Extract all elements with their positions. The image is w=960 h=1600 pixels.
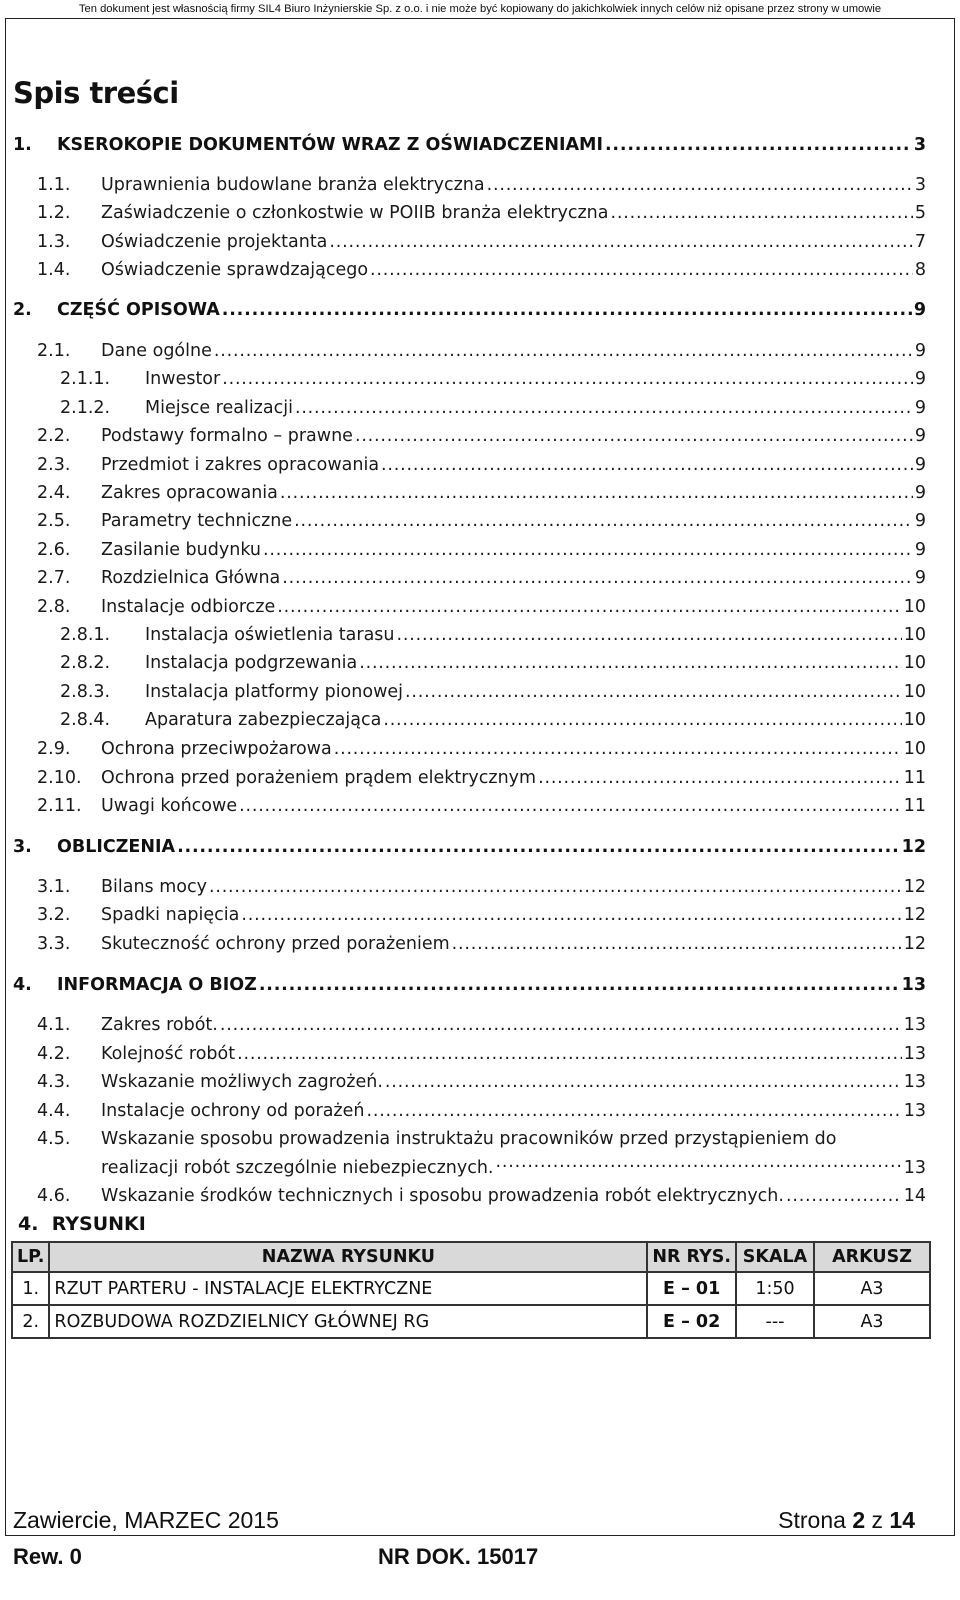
toc-entry-title: KSEROKOPIE DOKUMENTÓW WRAZ Z OŚWIADCZENIAMI: [57, 135, 603, 155]
toc-dot-leader: [222, 368, 913, 390]
toc-dot-leader: [334, 738, 902, 760]
toc-dot-leader: [381, 454, 913, 476]
toc-entry-title: Uprawnienia budowlane branża elektryczna: [101, 175, 485, 195]
toc-dot-leader: [786, 1185, 902, 1207]
toc-dot-leader: [220, 1014, 902, 1036]
toc-entry-page: 10: [903, 739, 926, 759]
toc-entry[interactable]: [37, 451, 926, 479]
footer-doc-number: NR DOK. 15017: [378, 1544, 539, 1569]
cell-number: E – 01: [647, 1272, 736, 1305]
toc-entry[interactable]: [37, 764, 926, 792]
toc-entry-page: 9: [913, 300, 926, 320]
toc-entry-page: 3: [913, 135, 926, 155]
toc-entry[interactable]: [37, 1040, 926, 1068]
footer-revision: Rew. 0: [13, 1544, 82, 1569]
toc-entry-number: 2.1.1.: [60, 369, 111, 389]
toc-entry-title: Aparatura zabezpieczająca: [145, 710, 382, 730]
toc-entry-number: 1.3.: [37, 232, 71, 252]
ownership-notice: Ten dokument jest własnością firmy SIL4 Biuro Inżynierskie Sp. z o.o. i nie może być kopiowany do jakichkolwiek innych celów niż opisane przez strony w umowie: [78, 3, 882, 15]
toc-entry-page: 12: [901, 837, 926, 857]
toc-dot-leader: [214, 340, 913, 362]
toc-entry-title: Inwestor: [145, 369, 221, 389]
toc-entry-page: 12: [903, 877, 926, 897]
footer-page-current: 2: [852, 1507, 866, 1533]
toc-entry-title: Zakres robót.: [101, 1015, 218, 1035]
toc-entry-page: 13: [903, 1044, 926, 1064]
toc-entry-number: 4.2.: [37, 1044, 71, 1064]
toc-entry-title: Zakres opracowania: [101, 483, 278, 503]
toc-entry-title-continued: realizacji robót szczególnie niebezpiecznych.: [101, 1158, 494, 1178]
toc-dot-leader: [452, 933, 902, 955]
cell-name: RZUT PARTERU - INSTALACJE ELEKTRYCZNE: [49, 1272, 647, 1305]
toc-title: Spis treści: [13, 76, 179, 110]
toc-entry-title: INFORMACJA O BIOZ: [57, 975, 257, 995]
toc-dot-leader: [280, 482, 913, 504]
toc-entry[interactable]: [37, 507, 926, 535]
toc-entry[interactable]: [13, 971, 926, 999]
toc-entry[interactable]: [37, 735, 926, 763]
toc-entry-page: 10: [903, 653, 926, 673]
toc-dot-leader: [487, 174, 913, 196]
toc-dot-leader: [496, 1151, 902, 1173]
column-header-lp: LP.: [12, 1242, 49, 1272]
toc-entry-title: Parametry techniczne: [101, 511, 293, 531]
drawings-heading: [18, 1213, 146, 1235]
toc-dot-leader: [239, 795, 902, 817]
toc-entry-number: 2.: [13, 300, 32, 320]
toc-entry[interactable]: [13, 131, 926, 159]
toc-entry[interactable]: [37, 901, 926, 929]
toc-entry[interactable]: [60, 621, 926, 649]
toc-entry-page: 11: [903, 768, 926, 788]
drawings-heading-number: 4.: [18, 1213, 39, 1235]
drawings-table: [11, 1241, 931, 1339]
toc-entry-number: 1.: [13, 135, 32, 155]
toc-entry[interactable]: [37, 873, 926, 901]
toc-dot-leader: [329, 231, 912, 253]
toc-dot-leader: [282, 567, 913, 589]
toc-entry-title: Wskazanie sposobu prowadzenia instruktażu pracowników przed przystąpieniem do: [101, 1129, 837, 1149]
toc-entry[interactable]: [60, 649, 926, 677]
toc-dot-leader: [177, 836, 900, 858]
toc-entry-page: 11: [903, 796, 926, 816]
drawings-table-header: [12, 1242, 930, 1272]
column-header-name: NAZWA RYSUNKU: [49, 1242, 647, 1272]
column-header-number: NR RYS.: [647, 1242, 736, 1272]
toc-entry-line: [37, 1154, 926, 1182]
cell-scale: 1:50: [736, 1272, 814, 1305]
footer-page-total: 14: [889, 1507, 915, 1533]
toc-entry-title: Instalacje odbiorcze: [101, 597, 276, 617]
toc-entry[interactable]: [37, 228, 926, 256]
toc-entry-title: Instalacje ochrony od porażeń: [101, 1101, 365, 1121]
toc-entry-title: OBLICZENIA: [57, 837, 176, 857]
toc-entry-number: 1.4.: [37, 260, 71, 280]
toc-entry-title: Spadki napięcia: [101, 905, 240, 925]
toc-entry-page: 10: [903, 710, 926, 730]
toc-entry-number: 2.1.2.: [60, 398, 111, 418]
cell-name: ROZBUDOWA ROZDZIELNICY GŁÓWNEJ RG: [49, 1305, 647, 1338]
toc-dot-leader: [611, 202, 913, 224]
toc-entry[interactable]: [37, 792, 926, 820]
toc-entry-number: 4.3.: [37, 1072, 71, 1092]
toc-dot-leader: [277, 596, 901, 618]
toc-entry-number: 4.: [13, 975, 32, 995]
toc-entry-page: 9: [914, 511, 926, 531]
toc-entry-number: 2.1.: [37, 341, 71, 361]
toc-entry-page: 9: [914, 540, 926, 560]
cell-lp: 1.: [12, 1272, 49, 1305]
toc-entry-number: 3.1.: [37, 877, 71, 897]
toc-entry-page: 10: [903, 597, 926, 617]
toc-dot-leader: [385, 1071, 902, 1093]
cell-lp: 2.: [12, 1305, 49, 1338]
toc-entry-number: 2.5.: [37, 511, 71, 531]
toc-dot-leader: [383, 709, 901, 731]
toc-dot-leader: [259, 974, 900, 996]
toc-entry-number: 2.8.2.: [60, 653, 111, 673]
toc-entry-page: 9: [914, 483, 926, 503]
toc-entry[interactable]: [60, 365, 926, 393]
toc-entry-number: 2.8.: [37, 597, 71, 617]
toc-dot-leader: [209, 876, 902, 898]
toc-entry[interactable]: [37, 1097, 926, 1125]
toc-dot-leader: [605, 134, 912, 156]
toc-entry-number: 2.3.: [37, 455, 71, 475]
toc-entry-number: 2.7.: [37, 568, 71, 588]
toc-entry-title: Bilans mocy: [101, 877, 207, 897]
toc-entry-title: Kolejność robót: [101, 1044, 236, 1064]
toc-entry-title: CZĘŚĆ OPISOWA: [57, 300, 220, 320]
toc-dot-leader: [263, 539, 913, 561]
toc-entry[interactable]: [13, 833, 926, 861]
toc-entry-number: 2.10.: [37, 768, 82, 788]
toc-entry[interactable]: [37, 171, 926, 199]
table-row: [12, 1305, 930, 1338]
toc-dot-leader: [359, 652, 902, 674]
toc-entry[interactable]: [60, 678, 926, 706]
toc-dot-leader: [222, 299, 912, 321]
toc-entry-page: 10: [903, 625, 926, 645]
toc-entry-number: 1.2.: [37, 203, 71, 223]
toc-entry[interactable]: [37, 479, 926, 507]
toc-dot-leader: [355, 425, 913, 447]
footer-page-counter: [778, 1507, 915, 1534]
toc-entry-title: Instalacja oświetlenia tarasu: [145, 625, 395, 645]
toc-entry[interactable]: [37, 256, 926, 284]
toc-entry-page: 5: [914, 203, 926, 223]
toc-entry-page: 9: [914, 341, 926, 361]
toc-entry-page: 12: [903, 905, 926, 925]
table-row: [12, 1272, 930, 1305]
toc-entry-title: Oświadczenie projektanta: [101, 232, 328, 252]
toc-entry[interactable]: [37, 1182, 926, 1210]
toc-entry-title: Ochrona przed porażeniem prądem elektrycznym: [101, 768, 537, 788]
toc-entry-line: [37, 1125, 926, 1153]
toc-entry-title: Instalacja podgrzewania: [145, 653, 358, 673]
toc-entry-number: 2.9.: [37, 739, 71, 759]
toc-dot-leader: [241, 904, 901, 926]
toc-entry[interactable]: [37, 1011, 926, 1039]
toc-entry-number: 3.2.: [37, 905, 71, 925]
toc-entry-number: 2.2.: [37, 426, 71, 446]
toc-entry-title: Ochrona przeciwpożarowa: [101, 739, 332, 759]
cell-sheet: A3: [814, 1305, 930, 1338]
toc-entry-title: Podstawy formalno – prawne: [101, 426, 353, 446]
footer-place-date: Zawiercie, MARZEC 2015: [13, 1507, 279, 1533]
toc-entry-number: 2.6.: [37, 540, 71, 560]
toc-entry-number: 3.3.: [37, 934, 71, 954]
toc-dot-leader: [295, 397, 913, 419]
toc-entry-page: 13: [903, 1072, 926, 1092]
toc-dot-leader: [294, 510, 913, 532]
toc-entry[interactable]: [37, 1125, 926, 1183]
toc-entry-number: 2.8.1.: [60, 625, 111, 645]
drawings-heading-text: RYSUNKI: [51, 1213, 146, 1235]
toc-entry-title: Instalacja platformy pionowej: [145, 682, 404, 702]
footer-page-of: z: [871, 1507, 884, 1533]
toc-entry-page: 14: [903, 1186, 926, 1206]
toc-dot-leader: [237, 1043, 902, 1065]
toc-entry-number: 4.1.: [37, 1015, 71, 1035]
toc-entry[interactable]: [13, 296, 926, 324]
toc-entry-number: 2.4.: [37, 483, 71, 503]
toc-entry-page: 13: [903, 1015, 926, 1035]
toc-entry-page: 3: [914, 175, 926, 195]
toc-entry-number: 4.5.: [37, 1129, 71, 1149]
toc-entry-title: Wskazanie środków technicznych i sposobu prowadzenia robót elektrycznych.: [101, 1186, 784, 1206]
toc-entry-page: 13: [903, 1158, 926, 1178]
toc-entry-number: 4.6.: [37, 1186, 71, 1206]
toc-entry-title: Skuteczność ochrony przed porażeniem: [101, 934, 450, 954]
cell-scale: ---: [736, 1305, 814, 1338]
toc-entry[interactable]: [37, 930, 926, 958]
toc-entry[interactable]: [37, 593, 926, 621]
toc-entry-title: Miejsce realizacji: [145, 398, 293, 418]
toc-entry-title: Uwagi końcowe: [101, 796, 238, 816]
toc-entry-title: Zaświadczenie o członkostwie w POIIB branża elektryczna: [101, 203, 609, 223]
toc-entry-title: Dane ogólne: [101, 341, 212, 361]
toc-entry[interactable]: [37, 199, 926, 227]
toc-entry[interactable]: [37, 422, 926, 450]
column-header-scale: SKALA: [736, 1242, 814, 1272]
toc-entry-page: 9: [914, 568, 926, 588]
toc-entry-page: 13: [901, 975, 926, 995]
toc-entry-page: 13: [903, 1101, 926, 1121]
toc-entry-page: 9: [914, 369, 926, 389]
toc-entry-title: Rozdzielnica Główna: [101, 568, 281, 588]
toc-entry-page: 9: [914, 398, 926, 418]
toc-entry-title: Przedmiot i zakres opracowania: [101, 455, 380, 475]
toc-entry[interactable]: [37, 337, 926, 365]
cell-number: E – 02: [647, 1305, 736, 1338]
toc-dot-leader: [405, 681, 902, 703]
toc-entry[interactable]: [60, 706, 926, 734]
toc-entry-page: 12: [903, 934, 926, 954]
toc-entry-page: 8: [914, 260, 926, 280]
toc-entry-number: 1.1.: [37, 175, 71, 195]
toc-dot-leader: [538, 767, 902, 789]
footer-page-word: Strona: [778, 1507, 846, 1533]
toc-entry-title: Wskazanie możliwych zagrożeń.: [101, 1072, 383, 1092]
toc-entry-page: 9: [914, 426, 926, 446]
toc-entry-title: Zasilanie budynku: [101, 540, 262, 560]
toc-entry-number: 2.8.4.: [60, 710, 111, 730]
toc-dot-leader: [397, 624, 902, 646]
toc-entry[interactable]: [37, 1068, 926, 1096]
toc-dot-leader: [366, 1100, 901, 1122]
toc-entry[interactable]: [37, 564, 926, 592]
toc-entry-page: 9: [914, 455, 926, 475]
column-header-sheet: ARKUSZ: [814, 1242, 930, 1272]
toc-dot-leader: [370, 259, 913, 281]
toc-entry[interactable]: [60, 394, 926, 422]
toc-entry-page: 7: [914, 232, 926, 252]
toc-entry-number: 3.: [13, 837, 32, 857]
toc-entry-number: 2.11.: [37, 796, 82, 816]
cell-sheet: A3: [814, 1272, 930, 1305]
toc-entry-page: 10: [903, 682, 926, 702]
toc-entry[interactable]: [37, 536, 926, 564]
toc-entry-title: Oświadczenie sprawdzającego: [101, 260, 369, 280]
toc-entry-number: 4.4.: [37, 1101, 71, 1121]
toc-entry-number: 2.8.3.: [60, 682, 111, 702]
